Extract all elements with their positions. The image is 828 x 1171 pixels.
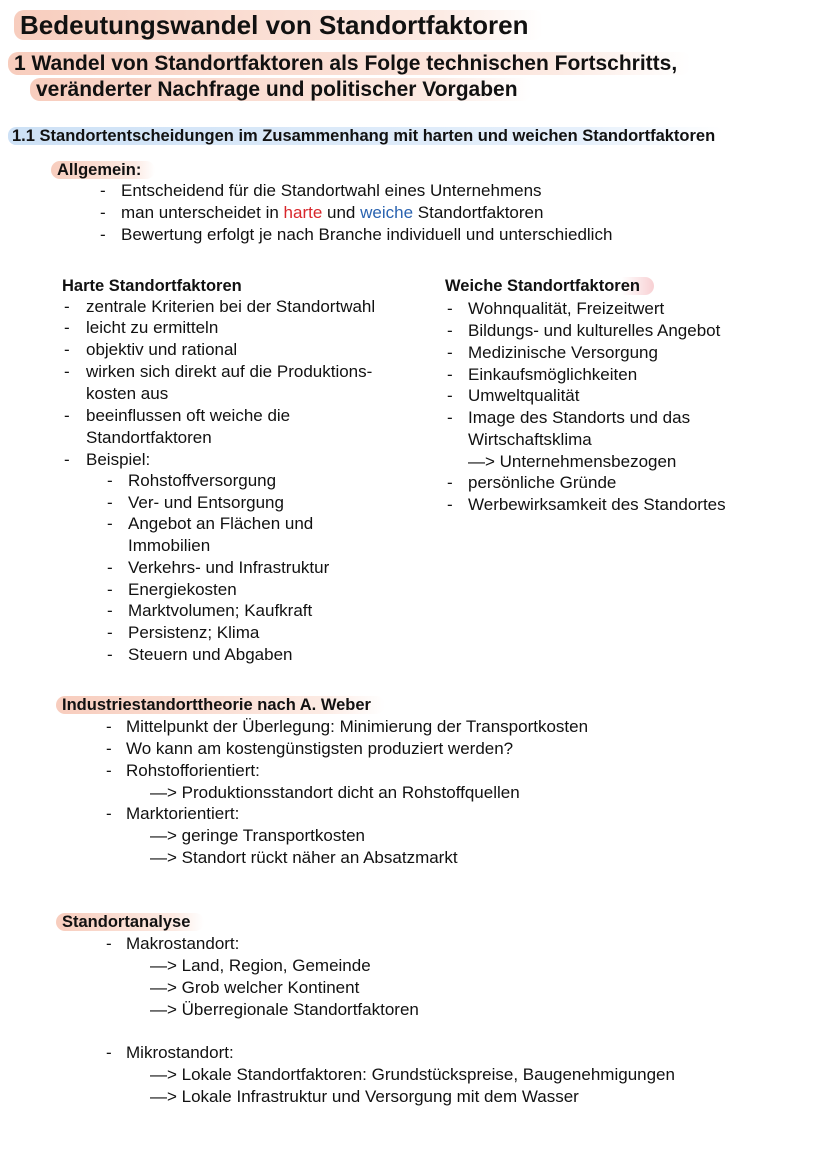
list-item: Beispiel: <box>86 450 151 469</box>
bullet-dash: - <box>107 645 113 664</box>
document-title: Bedeutungswandel von Standortfaktoren <box>14 10 543 40</box>
bullet-dash: - <box>107 493 113 512</box>
list-item: Image des Standorts und das <box>468 408 691 427</box>
arrow-item: —> Grob welcher Kontinent <box>150 978 360 997</box>
harte-heading: Harte Standortfaktoren <box>62 277 242 295</box>
bullet-dash: - <box>447 343 453 362</box>
bullet-dash: - <box>100 225 106 244</box>
bullet-dash: - <box>100 181 106 200</box>
bullet-dash: - <box>106 934 112 953</box>
bullet-dash: - <box>107 471 113 490</box>
list-item: Bewertung erfolgt je nach Branche individuell und unterschiedlich <box>121 225 613 244</box>
bullet-dash: - <box>447 408 453 427</box>
list-item: Entscheidend für die Standortwahl eines Unternehmens <box>121 181 542 200</box>
bullet-dash: - <box>107 558 113 577</box>
bullet-dash: - <box>447 321 453 340</box>
list-item: Marktorientiert: <box>126 804 240 823</box>
bullet-dash: - <box>106 1043 112 1062</box>
allgemein-heading: Allgemein: <box>51 161 155 179</box>
bullet-dash: - <box>447 299 453 318</box>
arrow-item: —> Überregionale Standortfaktoren <box>150 1000 419 1019</box>
example-item: Rohstoffversorgung <box>128 471 277 490</box>
bullet-dash: - <box>64 450 70 469</box>
list-item: persönliche Gründe <box>468 473 617 492</box>
weiche-highlight: weiche <box>360 203 414 222</box>
arrow-item: —> geringe Transportkosten <box>150 826 365 845</box>
text: man unterscheidet in <box>121 203 284 222</box>
list-item-cont: Standortfaktoren <box>86 428 212 447</box>
list-item: Wohnqualität, Freizeitwert <box>468 299 665 318</box>
chapter-heading-line1: 1 Wandel von Standortfaktoren als Folge technischen Fortschritts, <box>8 52 691 75</box>
bullet-dash: - <box>447 495 453 514</box>
bullet-dash: - <box>107 601 113 620</box>
bullet-dash: - <box>64 297 70 316</box>
list-item: Bildungs- und kulturelles Angebot <box>468 321 721 340</box>
list-item: leicht zu ermitteln <box>86 318 219 337</box>
chapter-heading-line2: veränderter Nachfrage und politischer Vorgaben <box>30 78 532 101</box>
list-item: Mittelpunkt der Überlegung: Minimierung der Transportkosten <box>126 717 589 736</box>
analyse-heading: Standortanalyse <box>56 913 204 931</box>
list-item: objektiv und rational <box>86 340 238 359</box>
example-item: Persistenz; Klima <box>128 623 260 642</box>
example-item: Steuern und Abgaben <box>128 645 293 664</box>
bullet-dash: - <box>64 318 70 337</box>
example-item-cont: Immobilien <box>128 536 211 555</box>
list-item: Medizinische Versorgung <box>468 343 658 362</box>
text: und <box>322 203 361 222</box>
example-item: Ver- und Entsorgung <box>128 493 284 512</box>
list-item: Mikrostandort: <box>126 1043 234 1062</box>
bullet-dash: - <box>106 761 112 780</box>
weber-heading: Industriestandorttheorie nach A. Weber <box>56 696 385 714</box>
bullet-dash: - <box>107 623 113 642</box>
example-item: Verkehrs- und Infrastruktur <box>128 558 330 577</box>
section-heading: 1.1 Standortentscheidungen im Zusammenhang mit harten und weichen Standortfaktoren <box>8 127 723 145</box>
bullet-dash: - <box>100 203 106 222</box>
example-item: Energiekosten <box>128 580 237 599</box>
bullet-dash: - <box>447 386 453 405</box>
bullet-dash: - <box>107 514 113 533</box>
arrow-item: —> Standort rückt näher an Absatzmarkt <box>150 848 458 867</box>
list-item: Rohstofforientiert: <box>126 761 260 780</box>
arrow-item: —> Land, Region, Gemeinde <box>150 956 371 975</box>
list-item: Werbewirksamkeit des Standortes <box>468 495 726 514</box>
bullet-dash: - <box>106 717 112 736</box>
list-item: beeinflussen oft weiche die <box>86 406 291 425</box>
list-item: Makrostandort: <box>126 934 240 953</box>
example-item: Marktvolumen; Kaufkraft <box>128 601 313 620</box>
bullet-dash: - <box>447 473 453 492</box>
arrow-item: —> Lokale Standortfaktoren: Grundstückspreise, Baugenehmigungen <box>150 1065 675 1084</box>
list-item <box>121 202 543 224</box>
arrow-item: —> Produktionsstandort dicht an Rohstoffquellen <box>150 783 520 802</box>
bullet-dash: - <box>107 580 113 599</box>
list-item-cont: kosten aus <box>86 384 169 403</box>
weiche-heading: Weiche Standortfaktoren <box>439 277 654 295</box>
list-item: wirken sich direkt auf die Produktions- <box>86 362 373 381</box>
list-item: Einkaufsmöglichkeiten <box>468 365 638 384</box>
harte-highlight: harte <box>283 203 323 222</box>
list-item: Umweltqualität <box>468 386 580 405</box>
bullet-dash: - <box>64 406 70 425</box>
bullet-dash: - <box>106 739 112 758</box>
arrow-item: —> Unternehmensbezogen <box>468 452 677 471</box>
bullet-dash: - <box>447 365 453 384</box>
list-item: zentrale Kriterien bei der Standortwahl <box>86 297 376 316</box>
list-item: Wo kann am kostengünstigsten produziert werden? <box>126 739 514 758</box>
bullet-dash: - <box>106 804 112 823</box>
example-item: Angebot an Flächen und <box>128 514 314 533</box>
bullet-dash: - <box>64 362 70 381</box>
bullet-dash: - <box>64 340 70 359</box>
arrow-item: —> Lokale Infrastruktur und Versorgung mit dem Wasser <box>150 1087 579 1106</box>
text: Standortfaktoren <box>413 203 544 222</box>
list-item-cont: Wirtschaftsklima <box>468 430 592 449</box>
